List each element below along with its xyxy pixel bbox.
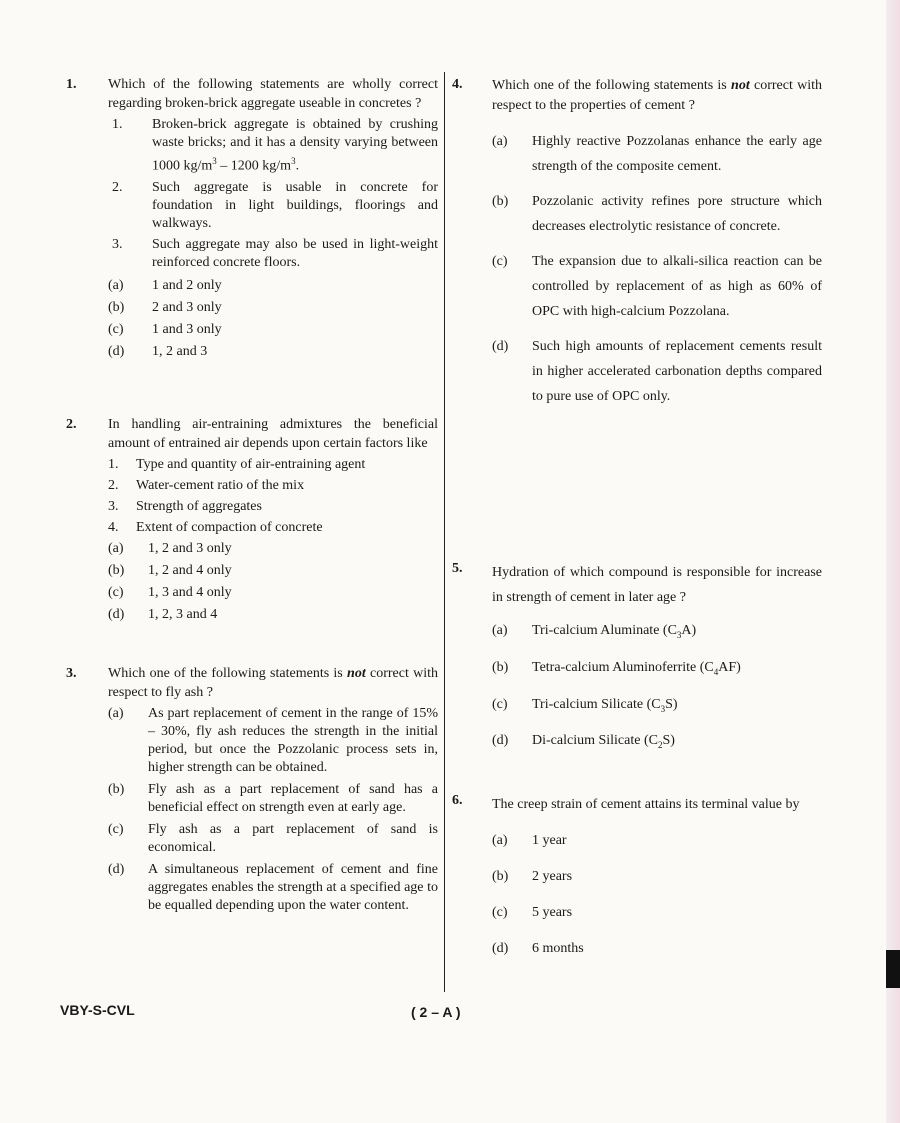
statement-item xyxy=(60,116,438,176)
option-c: (c) 1, 3 and 4 only xyxy=(108,585,232,600)
option-b: (b) Fly ash as a part replacement of sand has a beneficial effect on strength even at early age. xyxy=(108,782,438,815)
option-list xyxy=(452,828,822,961)
statement-item: 2. Water-cement ratio of the mix xyxy=(108,478,305,493)
question-6 xyxy=(452,792,822,964)
statement-text: Broken-brick aggregate is obtained by crushing waste bricks; and it has a density varying between 1000 $kg/m^3 - 1200$ $kg/m^3$. xyxy=(152,117,438,174)
option-c: (c) Fly ash as a part replacement of sand is economical. xyxy=(108,822,438,855)
question-stem: Which one of the following statements is not correct with respect to fly ash ? xyxy=(108,666,438,700)
paper-code: VBY-S-CVL xyxy=(60,1002,135,1018)
question-stem: In handling air-entraining admixtures the beneficial amount of entrained air depends upon certain factors like xyxy=(108,417,438,451)
option-c: (c) 5 years xyxy=(492,905,573,920)
question-number: 6. xyxy=(452,793,463,808)
statement-item: 1. Type and quantity of air-entraining agent xyxy=(108,457,366,472)
option-d: (d) 6 months xyxy=(492,941,584,956)
question-stem: Which of the following statements are wholly correct regarding broken-brick aggregate useable in concretes ? xyxy=(108,77,438,111)
option-d: (d) 1, 2 and 3 xyxy=(108,343,208,359)
option-a: (a) 1 and 2 only xyxy=(108,277,222,293)
question-stem: The creep strain of cement attains its terminal value by xyxy=(492,797,800,812)
option-a: (a) As part replacement of cement in the range of 15% – 30%, fly ash reduces the strength in the initial period, but once the Pozzolanic process sets in, higher strength can be obtained. xyxy=(108,706,438,775)
option-b: (b) 2 and 3 only xyxy=(108,299,222,315)
question-4 xyxy=(452,76,822,412)
option-b: (b) 1, 2 and 4 only xyxy=(108,563,232,578)
statement-text: Such aggregate is usable in concrete for foundation in light buildings, floorings and walkways. xyxy=(152,179,438,231)
edge-registration-mark xyxy=(886,950,900,988)
statement-text: Such aggregate may also be used in light-weight reinforced concrete floors. xyxy=(152,236,438,270)
option-c: (c) 1 and 3 only xyxy=(108,321,222,337)
option-b: (b) Tetra-calcium Aluminoferrite $(C_4AF)$ xyxy=(492,659,741,677)
option-list xyxy=(60,705,438,915)
option-list xyxy=(452,618,822,758)
statement-label: 2. xyxy=(112,179,123,195)
option-b: (b) Pozzolanic activity refines pore structure which decreases electrolytic resistance of concrete. xyxy=(492,194,822,234)
column-divider xyxy=(444,72,445,992)
option-list xyxy=(60,540,438,624)
question-stem: Which one of the following statements is not correct with respect to the properties of cement ? xyxy=(492,78,822,113)
question-3 xyxy=(60,665,438,918)
option-a: (a) 1 year xyxy=(492,833,567,848)
statement-item: 3. Strength of aggregates xyxy=(108,499,262,514)
statement-label: 3. xyxy=(112,236,123,252)
option-a: (a) Highly reactive Pozzolanas enhance the early age strength of the composite cement. xyxy=(492,134,822,174)
page-number: ( 2 – A ) xyxy=(411,1004,461,1020)
option-c: (c) Tri-calcium Silicate $(C_3S)$ xyxy=(492,696,678,714)
option-c: (c) The expansion due to alkali-silica reaction can be controlled by replacement of as high as 60% of OPC with high-calcium Pozzolana. xyxy=(492,254,822,319)
option-a: (a) Tri-calcium Aluminate $(C_3A)$ xyxy=(492,623,697,640)
option-list xyxy=(452,129,822,409)
statement-item xyxy=(60,236,438,272)
question-number: 5. xyxy=(452,561,463,576)
option-a: (a) 1, 2 and 3 only xyxy=(108,541,232,556)
question-1 xyxy=(60,76,438,364)
option-d: (d) A simultaneous replacement of cement and fine aggregates enables the strength at a specified age to be equalled depending upon the water content. xyxy=(108,862,438,913)
question-5 xyxy=(452,560,822,761)
statement-list xyxy=(60,116,438,272)
statement-label: 1. xyxy=(112,117,123,132)
question-number: 3. xyxy=(66,666,77,681)
option-d: (d) Di-calcium Silicate $(C_2S)$ xyxy=(492,733,675,751)
statement-item: 4. Extent of compaction of concrete xyxy=(108,520,323,535)
option-list xyxy=(60,277,438,361)
option-b: (b) 2 years xyxy=(492,869,573,884)
question-stem: Hydration of which compound is responsible for increase in strength of cement in later age ? xyxy=(492,565,822,605)
option-d: (d) 1, 2, 3 and 4 xyxy=(108,607,218,622)
question-number: 2. xyxy=(66,417,77,432)
statement-item xyxy=(60,179,438,233)
question-2 xyxy=(60,416,438,627)
statement-list xyxy=(60,456,438,537)
question-number: 1. xyxy=(66,77,77,92)
question-number: 4. xyxy=(452,77,463,92)
option-d: (d) Such high amounts of replacement cements result in higher accelerated carbonation depths compared to pure use of OPC only. xyxy=(492,339,822,404)
